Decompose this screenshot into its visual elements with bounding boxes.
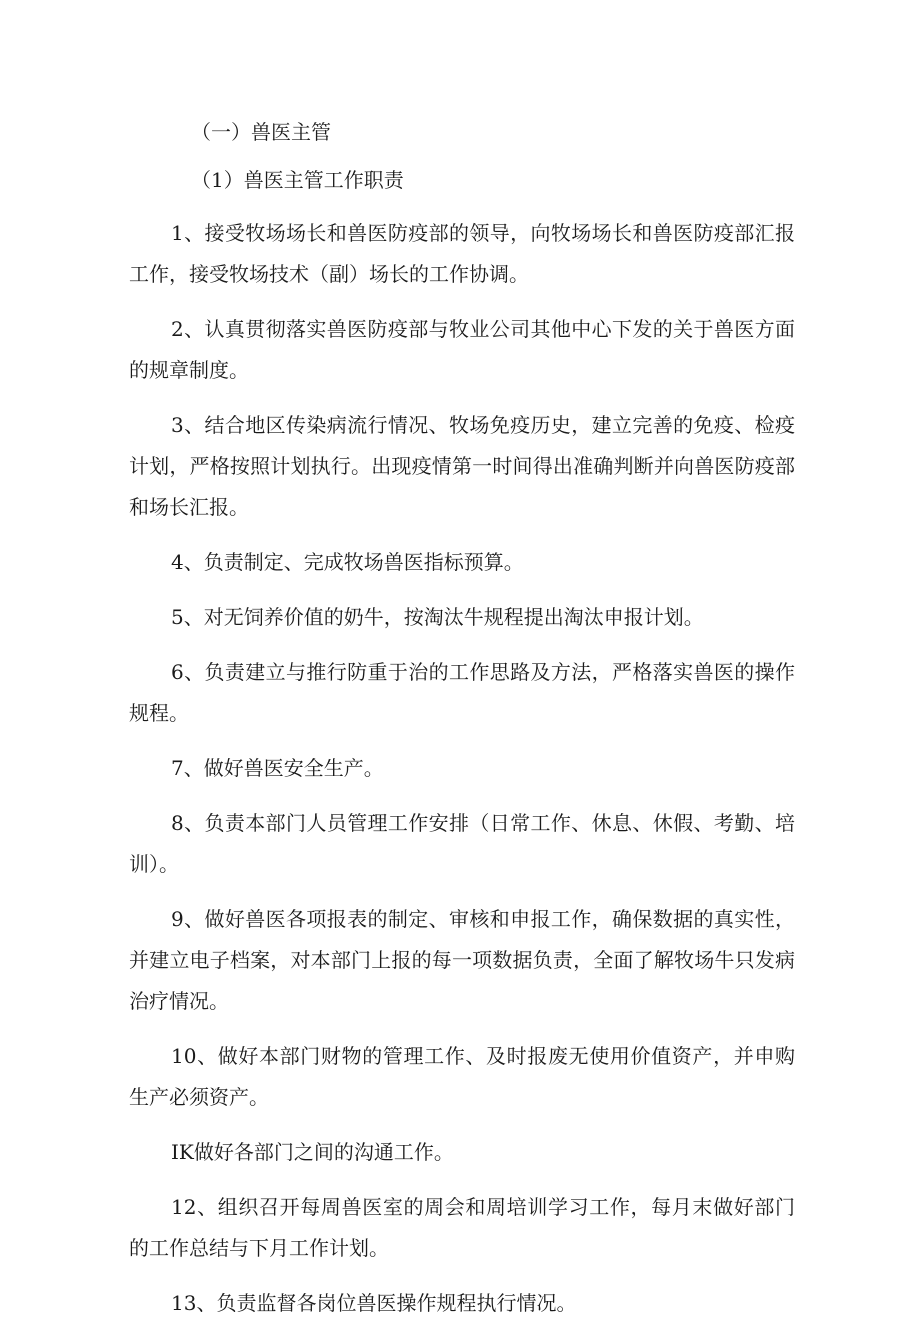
duty-item-7: 7、做好兽医安全生产。	[171, 756, 384, 780]
duty-item-4: 4、负责制定、完成牧场兽医指标预算。	[171, 550, 524, 574]
section-heading: （一）兽医主管	[191, 120, 331, 144]
duty-item-5: 5、对无饲养价值的奶牛，按淘汰牛规程提出淘汰申报计划。	[171, 605, 704, 629]
duty-item-8: 8、负责本部门人员管理工作安排（日常工作、休息、休假、考勤、培训）。	[129, 811, 795, 876]
duty-item-6: 6、负责建立与推行防重于治的工作思路及方法，严格落实兽医的操作规程。	[129, 660, 795, 725]
duty-item-12: 12、组织召开每周兽医室的周会和周培训学习工作，每月末做好部门的工作总结与下月工作计划。	[129, 1195, 795, 1260]
duty-item-1: 1、接受牧场场长和兽医防疫部的领导，向牧场场长和兽医防疫部汇报工作，接受牧场技术（副）场长的工作协调。	[129, 221, 795, 286]
duty-item-2: 2、认真贯彻落实兽医防疫部与牧业公司其他中心下发的关于兽医方面的规章制度。	[129, 317, 795, 382]
subsection-heading: （1）兽医主管工作职责	[191, 168, 404, 192]
document-body	[129, 117, 795, 1338]
duty-item-11: IK做好各部门之间的沟通工作。	[171, 1140, 454, 1164]
duty-item-3: 3、结合地区传染病流行情况、牧场免疫历史，建立完善的免疫、检疫计划，严格按照计划执行。出现疫情第一时间得出准确判断并向兽医防疫部和场长汇报。	[129, 413, 795, 519]
duty-item-9: 9、做好兽医各项报表的制定、审核和申报工作，确保数据的真实性，并建立电子档案，对本部门上报的每一项数据负责，全面了解牧场牛只发病治疗情况。	[129, 907, 795, 1013]
duty-item-10: 10、做好本部门财物的管理工作、及时报废无使用价值资产，并申购生产必须资产。	[129, 1044, 795, 1109]
duty-item-13: 13、负责监督各岗位兽医操作规程执行情况。	[171, 1291, 577, 1315]
